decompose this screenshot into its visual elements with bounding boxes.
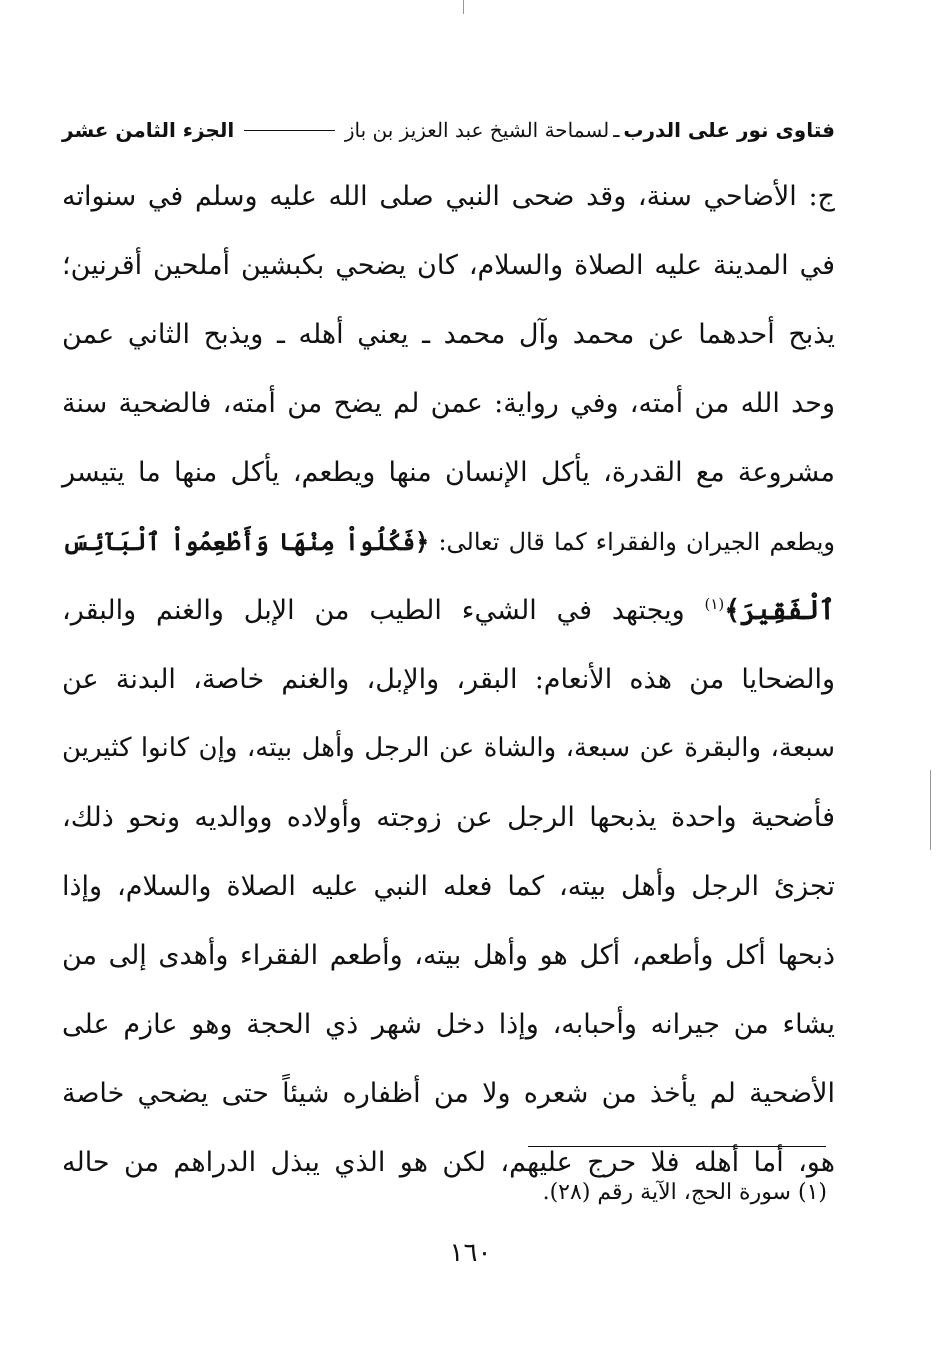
header-series-title: فتاوى نور على الدرب: [623, 118, 835, 142]
header-rule: [244, 130, 335, 131]
header-volume: الجزء الثامن عشر: [62, 118, 235, 142]
body-line: يذبح أحدهما عن محمد وآل محمد ـ يعني أهله ـ ويذبح الثاني عمن: [62, 319, 835, 350]
body-line: ذبحها أكل وأطعم، أكل هو وأهل بيته، وأطعم الفقراء وأهدى إلى من: [62, 940, 835, 971]
footnote: (١) سورة الحج، الآية رقم (٢٨).: [542, 1180, 827, 1205]
body-text: [62, 162, 835, 1197]
page-number: ١٦٠: [449, 1238, 492, 1268]
body-line-quran: [62, 507, 835, 576]
footnote-reference: (١): [704, 595, 725, 613]
running-header: [62, 112, 835, 148]
body-line: مشروعة مع القدرة، يأكل الإنسان منها ويطعم، يأكل منها ما يتيسر: [62, 457, 835, 488]
scan-mark: [930, 770, 931, 850]
body-line: هو، أما أهله فلا حرج عليهم، لكن هو الذي يبذل الدراهم من حاله: [62, 1147, 835, 1178]
quran-verse: ﴿فَكُلُواْ مِنْهَا وَأَطْعِمُواْ ٱلْبَآئِسَ: [62, 527, 430, 556]
header-author: لسماحة الشيخ عبد العزيز بن باز: [344, 118, 610, 142]
body-line: في المدينة عليه الصلاة والسلام، كان يضحي بكبشين أملحين أقرنين؛: [62, 250, 835, 281]
body-line-quran-end: [62, 576, 835, 645]
body-line: والضحايا من هذه الأنعام: البقر، والإبل، والغنم خاصة، البدنة عن: [62, 664, 835, 695]
body-line: الأضحية لم يأخذ من شعره ولا من أظفاره شيئاً حتى يضحي خاصة: [62, 1078, 835, 1109]
body-line: وحد الله من أمته، وفي رواية: عمن لم يضح من أمته، فالضحية سنة: [62, 388, 835, 419]
body-line: ج: الأضاحي سنة، وقد ضحى النبي صلى الله عليه وسلم في سنواته: [62, 181, 835, 212]
body-line: فأضحية واحدة يذبحها الرجل عن زوجته وأولاده ووالديه ونحو ذلك،: [62, 802, 835, 833]
quran-intro: ويطعم الجيران والفقراء كما قال تعالى:: [429, 528, 835, 556]
scan-mark: [463, 0, 464, 14]
body-line: تجزئ الرجل وأهل بيته، كما فعله النبي عليه الصلاة والسلام، وإذا: [62, 871, 835, 902]
body-line: يشاء من جيرانه وأحبابه، وإذا دخل شهر ذي الحجة وهو عازم على: [62, 1009, 835, 1040]
header-separator: ـ: [613, 118, 620, 142]
quran-after: ويجتهد في الشيء الطيب من الإبل والغنم والبقر،: [62, 595, 705, 626]
footnote-rule: [528, 1146, 826, 1147]
body-line: سبعة، والبقرة عن سبعة، والشاة عن الرجل وأهل بيته، وإن كانوا كثيرين: [62, 733, 835, 763]
quran-verse-end: ٱلْفَقِيرَ﴾: [724, 595, 835, 626]
